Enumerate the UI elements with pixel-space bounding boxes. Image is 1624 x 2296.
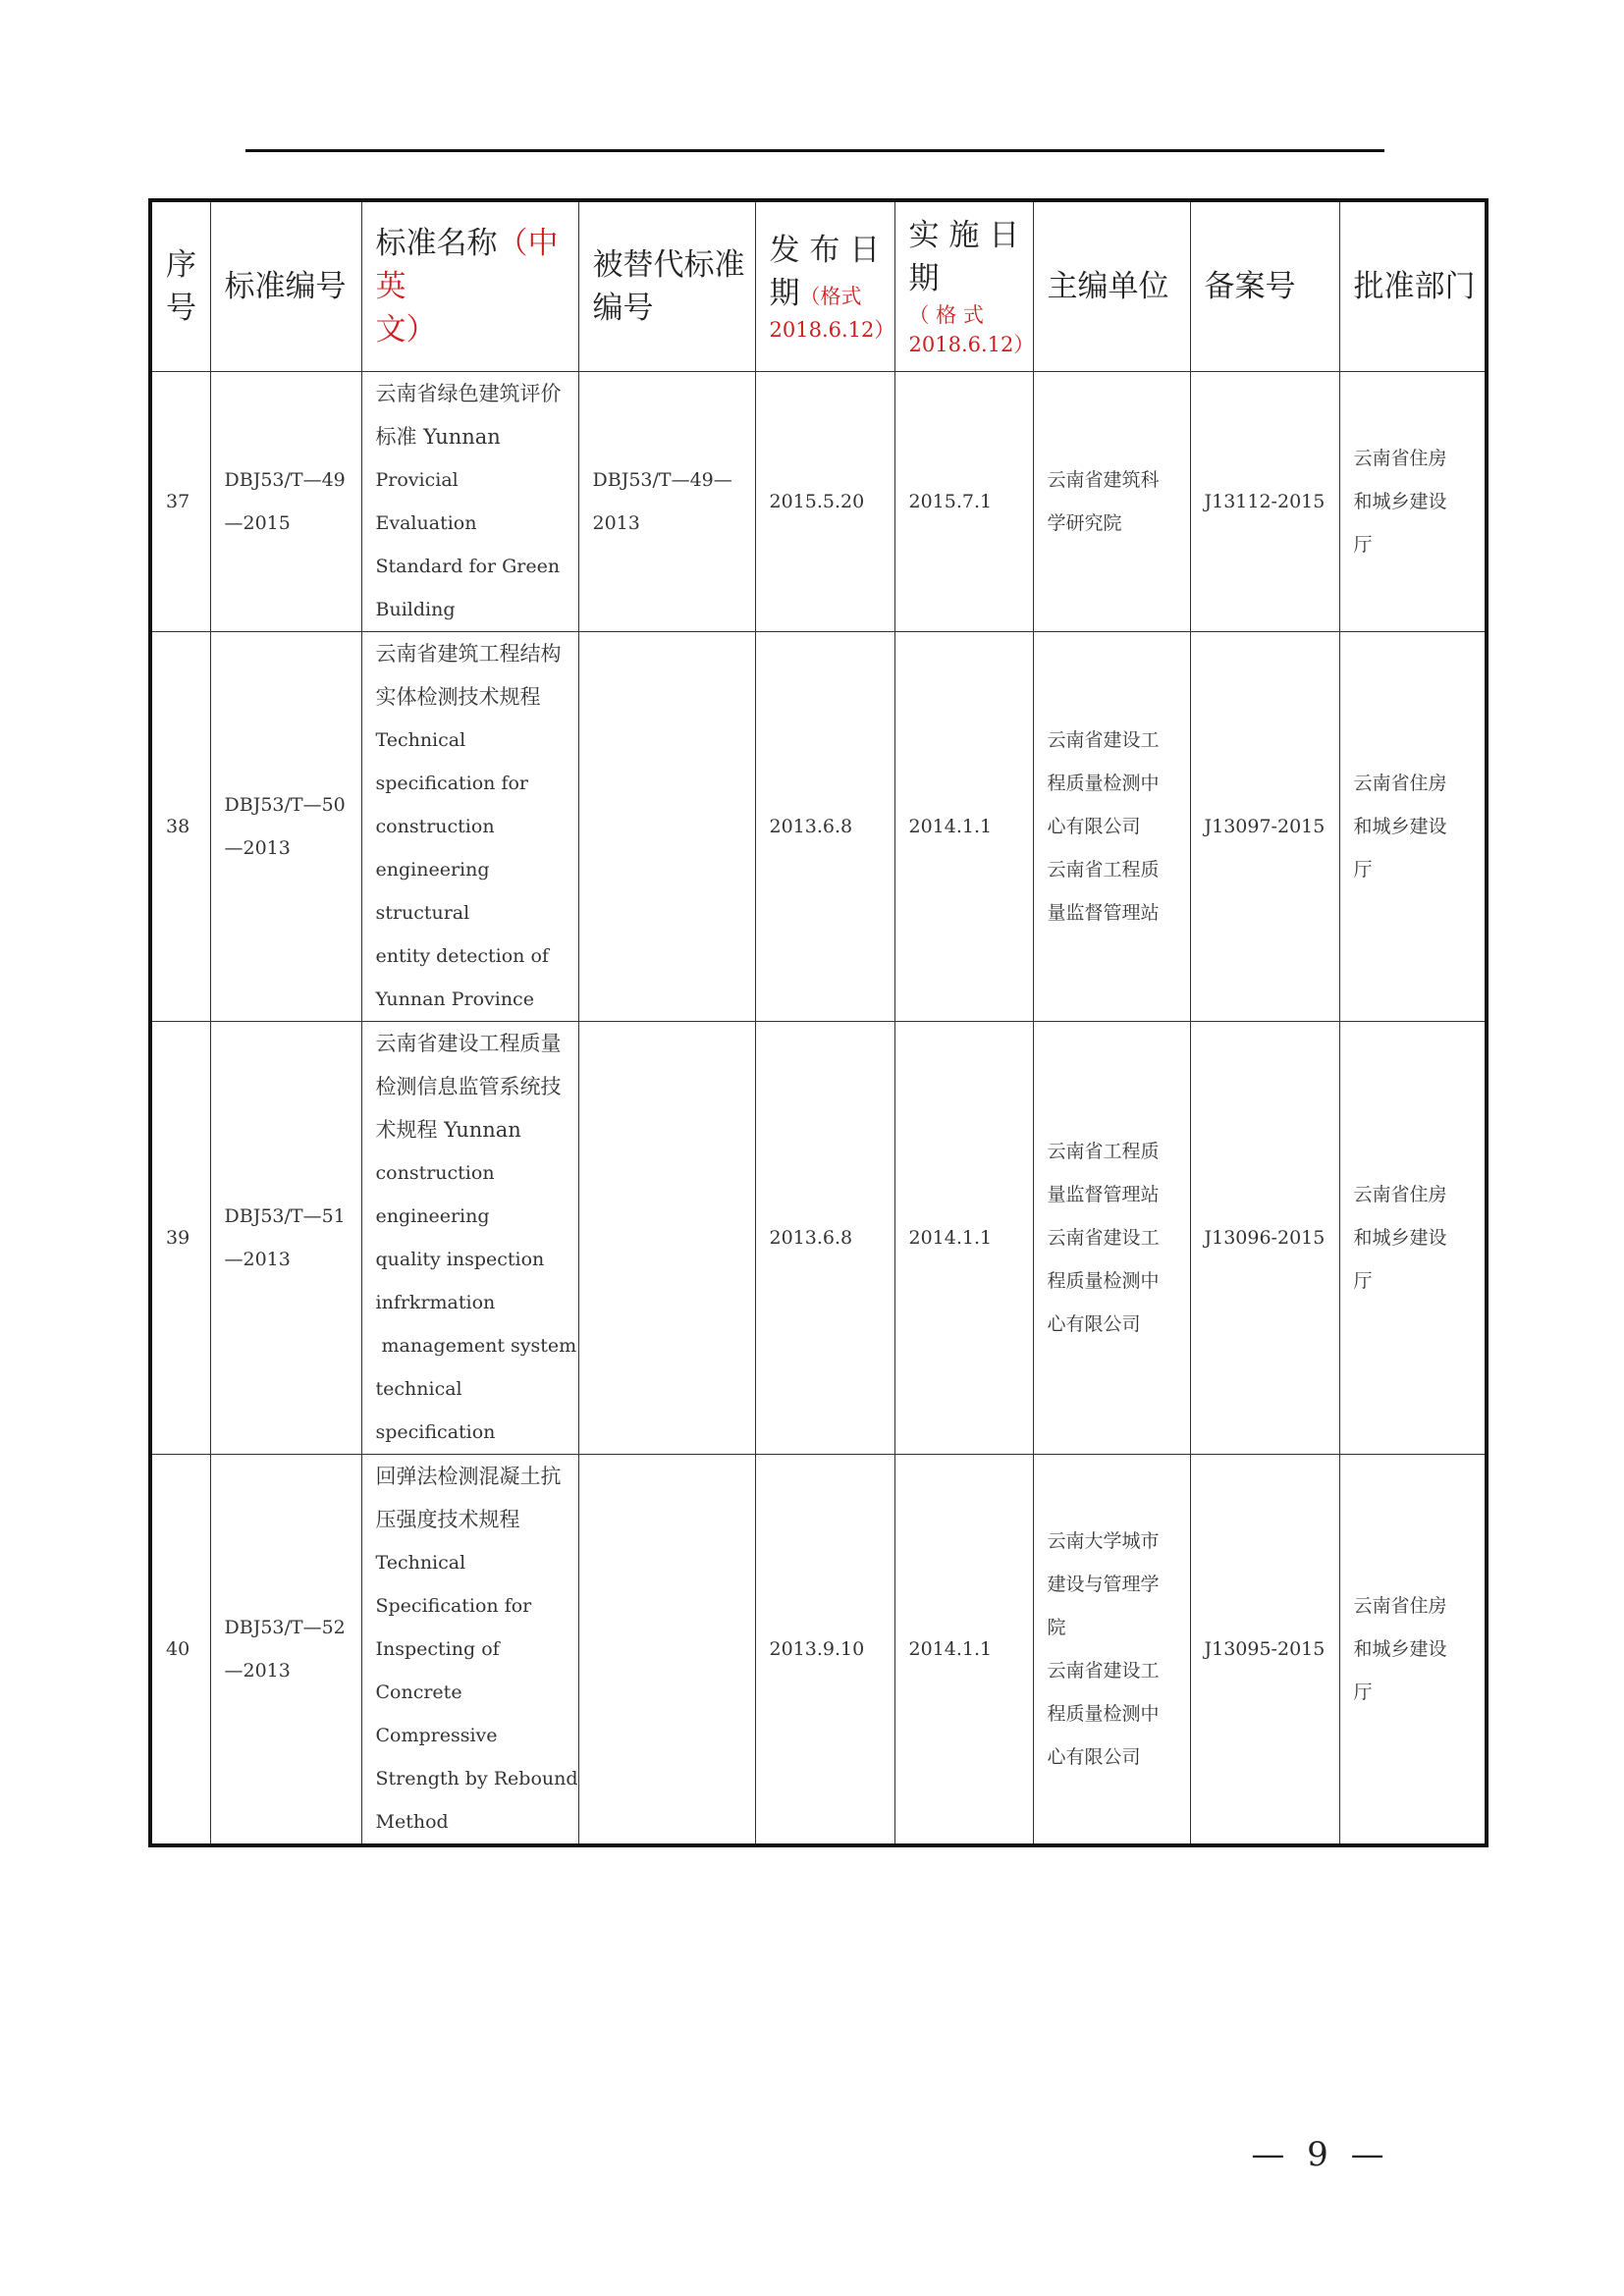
impl-date-text: 2015.7.1: [908, 491, 993, 512]
filing-text: J13097-2015: [1204, 816, 1326, 837]
std-name-line: Yunnan Province: [375, 988, 534, 1010]
header-seq-line1: 序: [166, 247, 196, 283]
header-release-line1: 发 布 日: [769, 233, 881, 268]
std-name-line: infrkrmation: [375, 1292, 496, 1313]
std-name-line: construction: [375, 816, 495, 837]
cell-impl-date: [894, 372, 1033, 632]
std-name-line: Technical: [375, 1552, 466, 1574]
cell-seq: [150, 1022, 210, 1455]
editor-line: 心有限公司: [1047, 816, 1141, 837]
cell-approver: [1339, 1022, 1487, 1455]
cell-std-code: [210, 372, 361, 632]
cell-impl-date: [894, 1455, 1033, 1846]
header-replaced: [578, 200, 755, 372]
std-name-line: 压强度技术规程: [375, 1508, 520, 1531]
header-filing-text: 备案号: [1204, 269, 1296, 304]
std-name-line: Provicial: [375, 469, 459, 491]
release-date-text: 2013.9.10: [769, 1638, 865, 1660]
std-name-line: 标准 Yunnan: [375, 425, 501, 449]
cell-approver: [1339, 632, 1487, 1022]
header-std-code: [210, 200, 361, 372]
std-name-line: management system: [375, 1335, 577, 1357]
editor-line: 心有限公司: [1047, 1746, 1141, 1768]
table-body: [150, 372, 1487, 1846]
std-name-line: Evaluation: [375, 512, 477, 534]
filing-text: J13096-2015: [1204, 1227, 1326, 1249]
cell-std-name: [361, 1022, 578, 1455]
header-seq: [150, 200, 210, 372]
header-filing: [1190, 200, 1339, 372]
release-date-text: 2013.6.8: [769, 816, 853, 837]
header-replaced-line1: 被替代标准: [592, 247, 745, 283]
std-code-line: DBJ53/T—51: [224, 1205, 346, 1227]
cell-release-date: [755, 1455, 894, 1846]
approver-line: 云南省住房: [1353, 773, 1447, 794]
std-name-line: 云南省建筑工程结构: [375, 642, 562, 666]
cell-editor: [1033, 372, 1190, 632]
editor-line: 院: [1047, 1617, 1066, 1638]
std-name-line: construction: [375, 1162, 495, 1184]
std-name-line: Compressive: [375, 1725, 498, 1746]
header-editor: [1033, 200, 1190, 372]
cell-replaced: [578, 1022, 755, 1455]
cell-filing: [1190, 1022, 1339, 1455]
approver-line: 云南省住房: [1353, 1595, 1447, 1617]
page-number: — 9 —: [1251, 2135, 1390, 2174]
cell-replaced: [578, 372, 755, 632]
table-row: [150, 1455, 1487, 1846]
header-replaced-line2: 编号: [592, 291, 654, 326]
editor-line: 程质量检测中: [1047, 1270, 1160, 1292]
std-name-line: 云南省绿色建筑评价: [375, 382, 562, 405]
header-seq-line2: 号: [166, 291, 196, 326]
approver-line: 和城乡建设: [1353, 1638, 1447, 1660]
header-release-line2: 期: [769, 276, 800, 311]
cell-filing: [1190, 632, 1339, 1022]
editor-line: 建设与管理学: [1047, 1574, 1160, 1595]
approver-line: 云南省住房: [1353, 1184, 1447, 1205]
editor-line: 心有限公司: [1047, 1313, 1141, 1335]
cell-editor: [1033, 632, 1190, 1022]
cell-filing: [1190, 1455, 1339, 1846]
impl-date-text: 2014.1.1: [908, 1638, 993, 1660]
std-name-line: Standard for Green: [375, 556, 561, 577]
cell-std-code: [210, 1022, 361, 1455]
seq-text: 40: [166, 1638, 190, 1660]
cell-std-code: [210, 632, 361, 1022]
cell-seq: [150, 1455, 210, 1846]
editor-line: 云南省工程质: [1047, 1141, 1160, 1162]
cell-impl-date: [894, 1022, 1033, 1455]
cell-std-name: [361, 1455, 578, 1846]
release-date-text: 2015.5.20: [769, 491, 865, 512]
header-impl-line1: 实 施 日: [908, 218, 1020, 253]
seq-text: 38: [166, 816, 190, 837]
header-std-name-lang-end: 文: [375, 312, 406, 347]
table-header-row: [150, 200, 1487, 372]
cell-seq: [150, 632, 210, 1022]
cell-release-date: [755, 372, 894, 632]
std-name-line: engineering: [375, 859, 490, 881]
cell-editor: [1033, 1022, 1190, 1455]
std-name-line: Inspecting of: [375, 1638, 500, 1660]
approver-line: 和城乡建设: [1353, 816, 1447, 837]
std-code-line: DBJ53/T—49: [224, 469, 346, 491]
std-code-line: —2013: [224, 1249, 291, 1270]
approver-line: 厅: [1353, 1270, 1373, 1292]
header-impl-date: [894, 200, 1033, 372]
approver-line: 和城乡建设: [1353, 491, 1447, 512]
editor-line: 云南省建设工: [1047, 1227, 1160, 1249]
header-impl-format-example: 2018.6.12）: [908, 333, 1035, 356]
editor-line: 量监督管理站: [1047, 902, 1160, 924]
std-name-line: 云南省建设工程质量: [375, 1032, 562, 1055]
std-name-line: specification: [375, 1421, 496, 1443]
std-name-line: 回弹法检测混凝土抗: [375, 1465, 562, 1488]
standards-table: [148, 198, 1489, 1847]
header-std-name-text: 标准名称: [375, 226, 498, 261]
std-name-line: structural: [375, 902, 470, 924]
header-impl-format: （ 格 式: [908, 303, 984, 327]
editor-line: 云南大学城市: [1047, 1530, 1160, 1552]
replaced-line: 2013: [592, 512, 640, 534]
filing-text: J13095-2015: [1204, 1638, 1326, 1660]
seq-text: 39: [166, 1227, 190, 1249]
header-std-name-close: ）: [406, 312, 437, 347]
editor-line: 程质量检测中: [1047, 1703, 1160, 1725]
cell-seq: [150, 372, 210, 632]
std-code-line: DBJ53/T—52: [224, 1617, 346, 1638]
approver-line: 和城乡建设: [1353, 1227, 1447, 1249]
cell-editor: [1033, 1455, 1190, 1846]
header-std-name-lang: （中英: [375, 226, 559, 304]
cell-release-date: [755, 1022, 894, 1455]
std-name-line: Method: [375, 1811, 449, 1833]
std-name-line: Building: [375, 599, 456, 620]
table-row: [150, 632, 1487, 1022]
std-name-line: 实体检测技术规程: [375, 685, 541, 709]
header-release-format: （格式: [799, 285, 862, 308]
cell-replaced: [578, 1455, 755, 1846]
filing-text: J13112-2015: [1204, 491, 1326, 512]
header-impl-line2: 期: [908, 261, 940, 296]
cell-std-code: [210, 1455, 361, 1846]
release-date-text: 2013.6.8: [769, 1227, 853, 1249]
impl-date-text: 2014.1.1: [908, 816, 993, 837]
replaced-line: DBJ53/T—49—: [592, 469, 732, 491]
std-name-line: 术规程 Yunnan: [375, 1118, 521, 1142]
cell-impl-date: [894, 632, 1033, 1022]
header-release-date: [755, 200, 894, 372]
cell-filing: [1190, 372, 1339, 632]
std-name-line: entity detection of: [375, 945, 549, 967]
editor-line: 云南省建设工: [1047, 1660, 1160, 1682]
std-code-line: —2013: [224, 837, 291, 859]
header-approver-text: 批准部门: [1353, 269, 1476, 304]
cell-approver: [1339, 1455, 1487, 1846]
editor-line: 量监督管理站: [1047, 1184, 1160, 1205]
editor-line: 云南省工程质: [1047, 859, 1160, 881]
header-release-format-example: 2018.6.12）: [769, 318, 895, 342]
std-name-line: Specification for: [375, 1595, 532, 1617]
approver-line: 厅: [1353, 1682, 1373, 1703]
editor-line: 云南省建设工: [1047, 729, 1160, 751]
cell-release-date: [755, 632, 894, 1022]
std-name-line: Strength by Rebound: [375, 1768, 578, 1789]
std-name-line: engineering: [375, 1205, 490, 1227]
seq-text: 37: [166, 491, 190, 512]
header-editor-text: 主编单位: [1047, 269, 1169, 304]
header-rule: [245, 149, 1384, 152]
std-name-line: Technical: [375, 729, 466, 751]
std-code-line: —2015: [224, 512, 291, 534]
cell-std-name: [361, 632, 578, 1022]
editor-line: 程质量检测中: [1047, 773, 1160, 794]
approver-line: 厅: [1353, 534, 1373, 556]
impl-date-text: 2014.1.1: [908, 1227, 993, 1249]
std-name-line: technical: [375, 1378, 462, 1400]
approver-line: 云南省住房: [1353, 448, 1447, 469]
header-std-code-text: 标准编号: [224, 269, 347, 304]
std-name-line: 检测信息监管系统技: [375, 1075, 562, 1098]
header-std-name: [361, 200, 578, 372]
header-approver: [1339, 200, 1487, 372]
std-code-line: —2013: [224, 1660, 291, 1682]
editor-line: 云南省建筑科: [1047, 469, 1160, 491]
std-code-line: DBJ53/T—50: [224, 794, 346, 816]
table-row: [150, 1022, 1487, 1455]
approver-line: 厅: [1353, 859, 1373, 881]
table-row: [150, 372, 1487, 632]
cell-approver: [1339, 372, 1487, 632]
std-name-line: quality inspection: [375, 1249, 545, 1270]
editor-line: 学研究院: [1047, 512, 1122, 534]
std-name-line: specification for: [375, 773, 528, 794]
cell-replaced: [578, 632, 755, 1022]
cell-std-name: [361, 372, 578, 632]
std-name-line: Concrete: [375, 1682, 462, 1703]
